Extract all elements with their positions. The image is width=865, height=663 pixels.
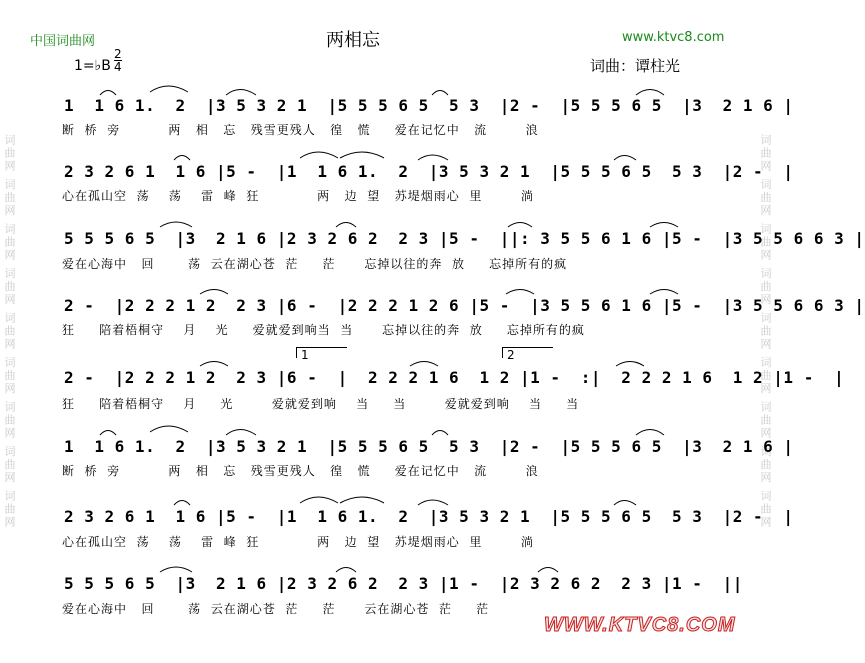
slur-arc bbox=[226, 90, 256, 96]
slur-arc bbox=[174, 156, 190, 161]
slur-arc bbox=[418, 500, 448, 505]
time-numerator: 2 bbox=[114, 47, 122, 61]
slur-arc bbox=[650, 290, 678, 295]
slur-arc bbox=[650, 223, 678, 228]
score-row-4-notes: 2 - |2 2 2 1 2 2 3 |6 - |2 2 2 1 2 6 |5 - |3 5 5 6 1 6 |5 - |3 5 5 6 6 3 | bbox=[64, 296, 865, 315]
score-row-2-lyrics: 心在孤山空 荡 荡 雷 峰 狂 两 边 望 苏堤烟雨心 里 淌 bbox=[62, 189, 534, 203]
score-row-5-lyrics: 狂 陪着梧桐守 月 光 爱就爱到响 当 当 爱就爱到响 当 当 bbox=[62, 397, 580, 411]
score-row-8-lyrics: 爱在心海中 回 荡 云在湖心苍 茫 茫 云在湖心苍 茫 茫 bbox=[62, 602, 490, 616]
slur-arc bbox=[100, 91, 116, 96]
score-row-3-notes: 5 5 5 6 5 |3 2 1 6 |2 3 2 6 2 2 3 |5 - ||: 3 5 5 6 1 6 |5 - |3 5 5 6 6 3 | bbox=[64, 229, 865, 248]
watermark-left: 词曲网 词曲网 词曲网 词曲网 词曲网 词曲网 词曲网 词曲网 词曲网 bbox=[3, 134, 16, 529]
slur-arc bbox=[300, 152, 338, 158]
score-row-7-lyrics: 心在孤山空 荡 荡 雷 峰 狂 两 边 望 苏堤烟雨心 里 淌 bbox=[62, 535, 534, 549]
slur-arc bbox=[410, 362, 438, 367]
slur-arc bbox=[150, 86, 188, 92]
slur-arc bbox=[150, 426, 188, 432]
slur-arc bbox=[614, 501, 636, 506]
score-row-5-notes: 2 - |2 2 2 1 2 2 3 |6 - | 2 2 2 1 6 1 2 |1 - :| 2 2 2 1 6 1 2 |1 - | bbox=[64, 368, 845, 387]
slur-arc bbox=[418, 155, 448, 160]
volta-second: 2 bbox=[502, 347, 553, 358]
slur-arc bbox=[160, 567, 192, 572]
site-name: 中国词曲网 bbox=[30, 34, 96, 49]
score-row-1-notes: 1 1 6 1. 2 |3 5 3 2 1 |5 5 5 6 5 5 3 |2 - |5 5 5 6 5 |3 2 1 6 | bbox=[64, 96, 794, 115]
slur-arc bbox=[538, 568, 558, 573]
slur-arc bbox=[300, 497, 338, 503]
score-row-4-lyrics: 狂 陪着梧桐守 月 光 爱就爱到响当 当 忘掉以往的奔 放 忘掉所有的疯 bbox=[62, 323, 585, 337]
slur-arc bbox=[336, 223, 356, 228]
slur-arc bbox=[636, 90, 664, 96]
slur-arc bbox=[340, 152, 384, 158]
site-logo: WWW.KTVC8.COM bbox=[544, 614, 736, 636]
score-row-2-notes: 2 3 2 6 1 1 6 |5 - |1 1 6 1. 2 |3 5 3 2 1 |5 5 5 6 5 5 3 |2 - | bbox=[64, 162, 794, 181]
score-row-7-notes: 2 3 2 6 1 1 6 |5 - |1 1 6 1. 2 |3 5 3 2 1 |5 5 5 6 5 5 3 |2 - | bbox=[64, 507, 794, 526]
score-row-8-notes: 5 5 5 6 5 |3 2 1 6 |2 3 2 6 2 2 3 |1 - |2 3 2 6 2 2 3 |1 - || bbox=[64, 574, 743, 593]
volta-first: 1 bbox=[296, 347, 347, 358]
song-title: 两相忘 bbox=[326, 30, 380, 51]
slur-arc bbox=[614, 156, 636, 161]
slur-arc bbox=[174, 501, 190, 506]
time-denominator: 4 bbox=[114, 60, 122, 74]
slur-arc bbox=[226, 430, 256, 436]
score-row-3-lyrics: 爱在心海中 回 荡 云在湖心苍 茫 茫 忘掉以往的奔 放 忘掉所有的疯 bbox=[62, 257, 568, 271]
slur-arc bbox=[506, 290, 534, 295]
score-row-1-lyrics: 断 桥 旁 两 相 忘 残雪更残人 徨 慌 爱在记忆中 流 浪 bbox=[62, 123, 539, 137]
site-url: www.ktvc8.com bbox=[622, 30, 725, 45]
slur-arc bbox=[200, 362, 228, 367]
watermark-right: 词曲网 词曲网 词曲网 词曲网 词曲网 词曲网 词曲网 词曲网 词曲网 bbox=[759, 134, 772, 529]
slur-arc bbox=[340, 497, 384, 503]
slur-arc bbox=[200, 290, 228, 295]
slur-arc bbox=[636, 430, 664, 436]
slur-arc bbox=[100, 431, 116, 436]
slur-arc bbox=[160, 222, 192, 227]
slur-arc bbox=[508, 223, 532, 228]
slur-arc bbox=[432, 91, 448, 96]
slur-arc bbox=[336, 568, 356, 573]
key-signature: 1=♭B bbox=[74, 58, 111, 74]
slur-arc bbox=[432, 431, 448, 436]
slur-arc bbox=[616, 362, 644, 367]
score-row-6-notes: 1 1 6 1. 2 |3 5 3 2 1 |5 5 5 6 5 5 3 |2 - |5 5 5 6 5 |3 2 1 6 | bbox=[64, 437, 794, 456]
score-row-6-lyrics: 断 桥 旁 两 相 忘 残雪更残人 徨 慌 爱在记忆中 流 浪 bbox=[62, 464, 539, 478]
author-credit: 词曲：谭柱光 bbox=[590, 57, 681, 75]
